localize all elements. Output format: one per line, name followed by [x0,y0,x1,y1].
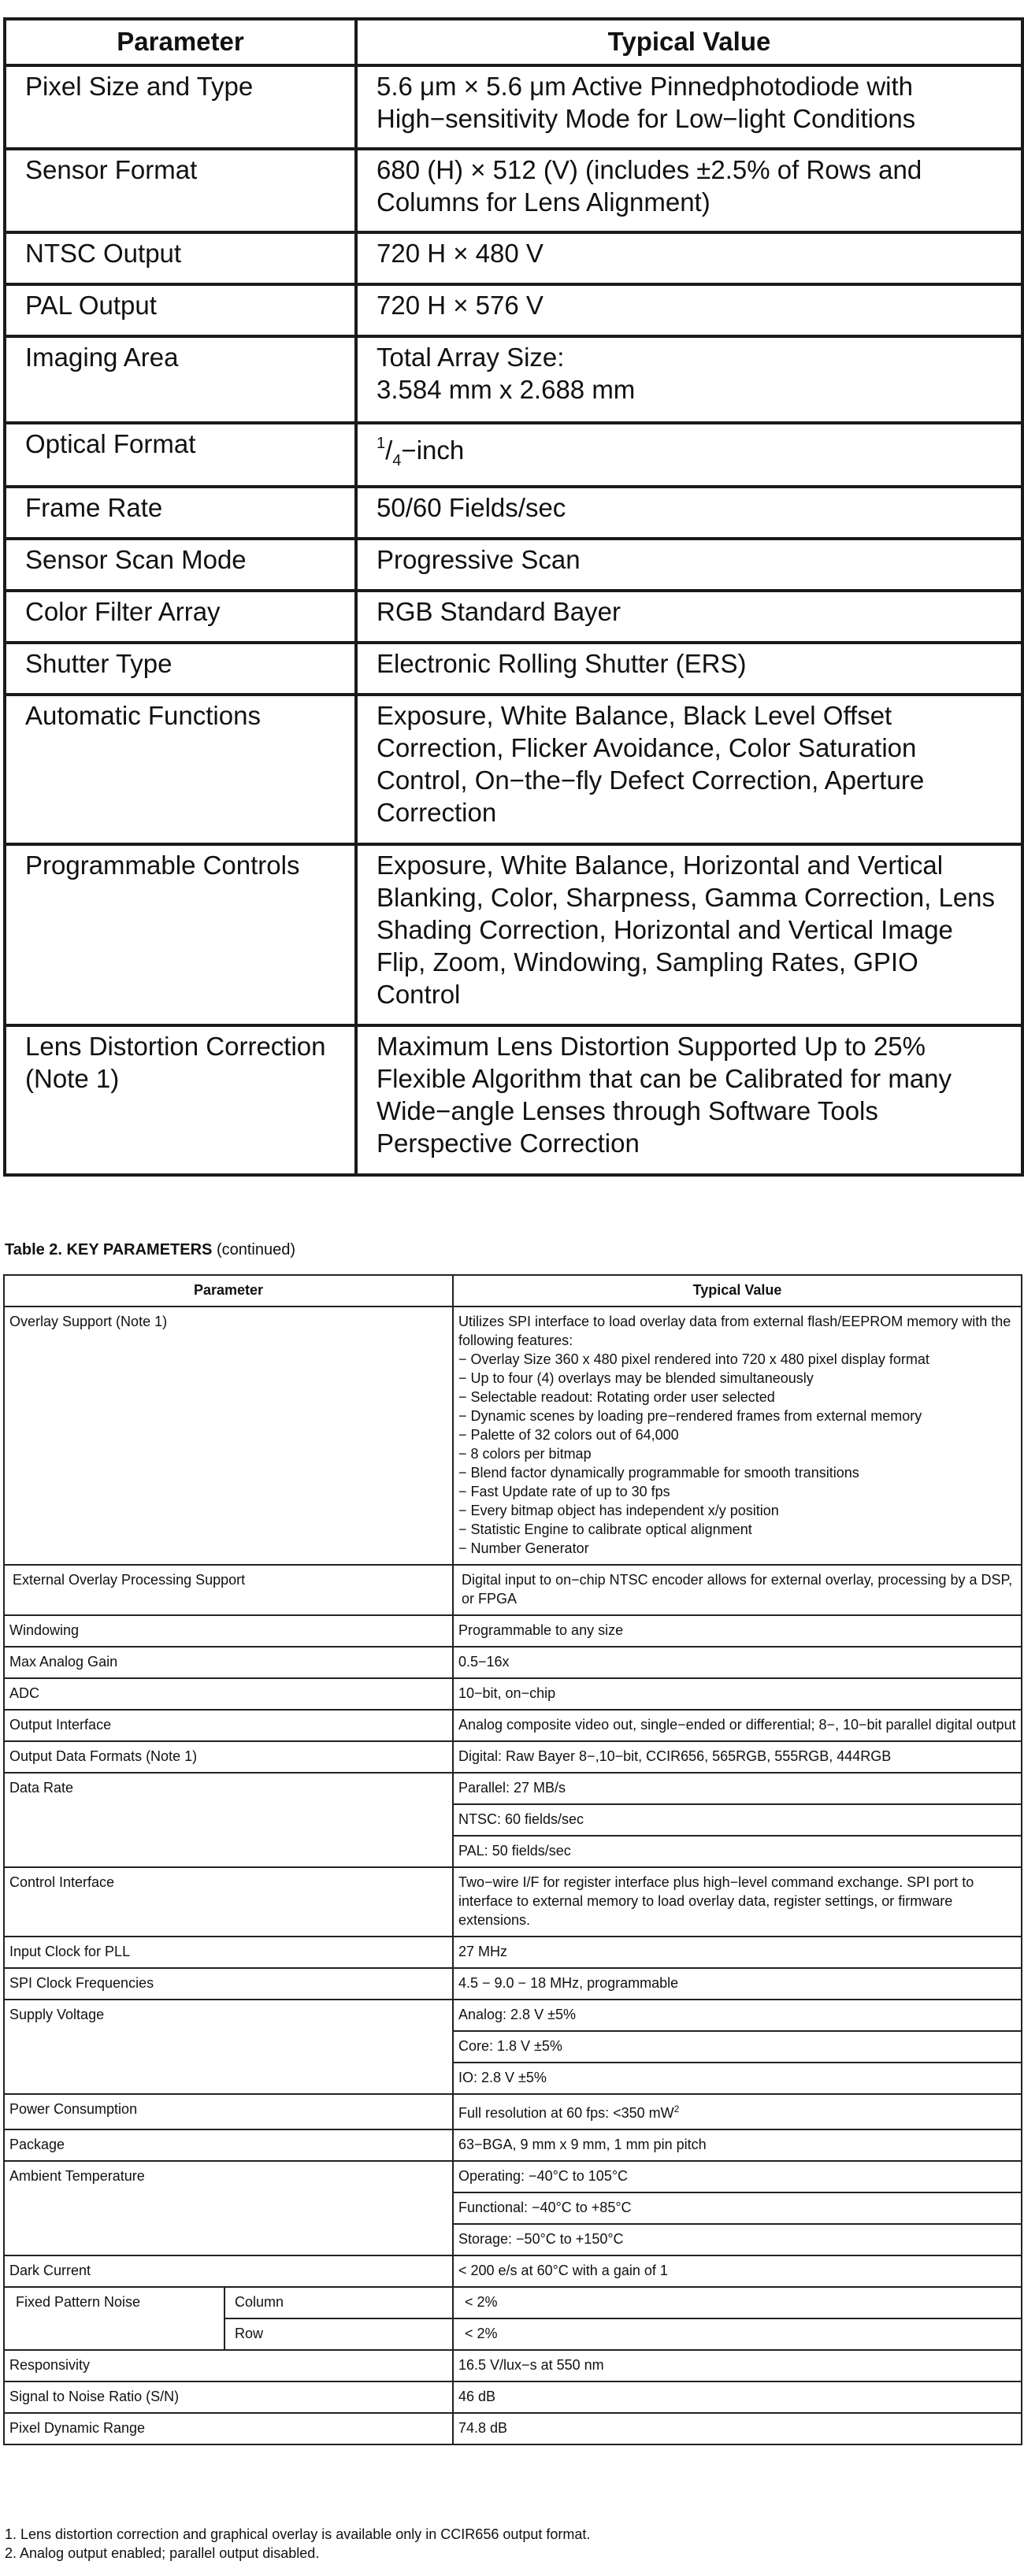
fraction-denominator: 4 [392,452,402,469]
param-cell: Control Interface [4,1867,453,1937]
table-row [4,1307,1022,1565]
value-cell: Exposure, White Balance, Horizontal and Vertical Blanking, Color, Sharpness, Gamma Correction, Lens Shading Correction, Horizontal and Vertical Image Flip, Zoom, Windowing, Sampling Rates, GPIO Control [356,844,1022,1025]
param-cell: Shutter Type [5,643,356,695]
table-row [4,2161,1022,2192]
param-cell: Automatic Functions [5,695,356,844]
value-cell: < 2% [453,2318,1022,2350]
value-cell [356,336,1022,423]
feature-item: − 8 colors per bitmap [458,1446,592,1462]
param-cell: Lens Distortion Correction (Note 1) [5,1025,356,1175]
value-cell: Exposure, White Balance, Black Level Offset Correction, Flicker Avoidance, Color Saturation Control, On−the−fly Defect Correction, Aperture Correction [356,695,1022,844]
value-cell: Two−wire I/F for register interface plus high−level command exchange. SPI port to interface to external memory to load overlay data, register settings, or firmware extensions. [453,1867,1022,1937]
value-cell: < 2% [453,2287,1022,2318]
value-cell: Progressive Scan [356,539,1022,591]
param-cell: Pixel Dynamic Range [4,2413,453,2444]
value-line: Total Array Size: [377,343,565,372]
param-cell: PAL Output [5,284,356,336]
parameters-table [3,17,1024,1177]
table-row [4,1647,1022,1678]
table-row [5,149,1022,232]
value-cell: PAL: 50 fields/sec [453,1836,1022,1867]
table-row [4,2129,1022,2161]
table-row [4,1710,1022,1741]
value-cell: IO: 2.8 V ±5% [453,2063,1022,2094]
footnote: 1. Lens distortion correction and graphical overlay is available only in CCIR656 output format. [5,2526,591,2542]
table-header-row [4,1275,1022,1307]
value-cell: 0.5−16x [453,1647,1022,1678]
value-cell: Maximum Lens Distortion Supported Up to 25% Flexible Algorithm that can be Calibrated for many Wide−angle Lenses through Software Tools Perspective Correction [356,1025,1022,1175]
table-row [4,1968,1022,2000]
value-cell: $^1/_4-inch$ [356,423,1022,487]
value-cell: 720 H × 480 V [356,232,1022,284]
value-cell: Analog composite video out, single−ended or differential; 8−, 10−bit parallel digital output [453,1710,1022,1741]
value-cell: 46 dB [453,2381,1022,2413]
table-row [4,2381,1022,2413]
param-cell: Output Interface [4,1710,453,1741]
value-cell: Parallel: 27 MB/s [453,1773,1022,1804]
value-cell: Operating: −40°C to 105°C [453,2161,1022,2192]
feature-item: − Fast Update rate of up to 30 fps [458,1484,670,1499]
table-row [4,1565,1022,1615]
value-cell: Digital input to on−chip NTSC encoder allows for external overlay, processing by a DSP, or FPGA [453,1565,1022,1615]
param-cell: Programmable Controls [5,844,356,1025]
value-cell: 720 H × 576 V [356,284,1022,336]
footnote: 2. Analog output enabled; parallel output disabled. [5,2545,320,2561]
column-header-parameter: Parameter [5,19,356,65]
table-row [4,2350,1022,2381]
table-row [4,1937,1022,1968]
value-cell: RGB Standard Bayer [356,591,1022,643]
table-row [4,2413,1022,2444]
table-row [5,284,1022,336]
param-cell: Pixel Size and Type [5,65,356,149]
param-cell: Frame Rate [5,487,356,539]
subparam-cell: Column [224,2287,453,2318]
feature-item: − Statistic Engine to calibrate optical alignment [458,1522,752,1537]
table-row [4,1615,1022,1647]
table-row [5,65,1022,149]
table-row [4,1678,1022,1710]
feature-item: − Number Generator [458,1540,589,1556]
table-row [5,232,1022,284]
table-row [4,2287,1022,2318]
table-row [4,1867,1022,1937]
key-parameters-table [3,1274,1022,2445]
param-cell: Output Data Formats (Note 1) [4,1741,453,1773]
param-cell: Color Filter Array [5,591,356,643]
value-cell: < 200 e/s at 60°C with a gain of 1 [453,2255,1022,2287]
overlay-intro: Utilizes SPI interface to load overlay data from external flash/EEPROM memory with the following features: [458,1314,1011,1348]
fraction-numerator: 1 [377,435,386,452]
param-cell: Responsivity [4,2350,453,2381]
table-row [4,2255,1022,2287]
param-cell: Max Analog Gain [4,1647,453,1678]
subparam-cell: Row [224,2318,453,2350]
param-cell: Dark Current [4,2255,453,2287]
param-cell: ADC [4,1678,453,1710]
param-cell: Signal to Noise Ratio (S/N) [4,2381,453,2413]
feature-item: − Up to four (4) overlays may be blended simultaneously [458,1370,814,1386]
feature-item: − Palette of 32 colors out of 64,000 [458,1427,679,1443]
table-caption-title: Table 2. KEY PARAMETERS [5,1241,213,1258]
value-cell: Electronic Rolling Shutter (ERS) [356,643,1022,695]
column-header-value: Typical Value [356,19,1022,65]
feature-item: − Blend factor dynamically programmable for smooth transitions [458,1465,859,1481]
param-cell: SPI Clock Frequencies [4,1968,453,2000]
value-cell: 74.8 dB [453,2413,1022,2444]
table-row [4,1773,1022,1804]
param-cell: Windowing [4,1615,453,1647]
param-cell: Optical Format [5,423,356,487]
table-row [5,539,1022,591]
value-cell: NTSC: 60 fields/sec [453,1804,1022,1836]
table-row [5,423,1022,487]
table-row [5,1025,1022,1175]
table-row [4,1741,1022,1773]
feature-item: − Overlay Size 360 x 480 pixel rendered into 720 x 480 pixel display format [458,1351,929,1367]
table-caption [5,1240,295,1260]
table-header-row [5,19,1022,65]
footnotes [5,2525,1013,2563]
value-cell: 63−BGA, 9 mm x 9 mm, 1 mm pin pitch [453,2129,1022,2161]
feature-item: − Dynamic scenes by loading pre−rendered frames from external memory [458,1408,922,1424]
param-cell: Sensor Format [5,149,356,232]
table-caption-suffix: (continued) [212,1241,296,1258]
value-cell: 680 (H) × 512 (V) (includes ±2.5% of Rows and Columns for Lens Alignment) [356,149,1022,232]
param-cell: NTSC Output [5,232,356,284]
value-cell: 10−bit, on−chip [453,1678,1022,1710]
value-cell: 16.5 V/lux−s at 550 nm [453,2350,1022,2381]
param-cell: Imaging Area [5,336,356,423]
feature-item: − Every bitmap object has independent x/y position [458,1503,779,1518]
value-cell: 27 MHz [453,1937,1022,1968]
param-cell: Input Clock for PLL [4,1937,453,1968]
footnote-ref: 2 [673,2103,680,2115]
column-header-value: Typical Value [453,1275,1022,1307]
table-row [5,487,1022,539]
power-value: Full resolution at 60 fps: <350 mW [458,2105,674,2121]
column-header-parameter: Parameter [4,1275,453,1307]
value-cell: Storage: −50°C to +150°C [453,2224,1022,2255]
table-row [5,844,1022,1025]
table-row [5,336,1022,423]
value-cell: Analog: 2.8 V ±5% [453,2000,1022,2031]
value-cell: Core: 1.8 V ±5% [453,2031,1022,2063]
param-cell: Power Consumption [4,2094,453,2129]
param-cell: Overlay Support (Note 1) [4,1307,453,1565]
param-cell: Ambient Temperature [4,2161,453,2255]
table-row [5,591,1022,643]
value-cell [453,1307,1022,1565]
table-row [5,643,1022,695]
param-cell: Data Rate [4,1773,453,1867]
value-line: 3.584 mm x 2.688 mm [377,375,636,404]
value-cell: 50/60 Fields/sec [356,487,1022,539]
value-cell [453,2094,1022,2129]
value-cell: 5.6 μm × 5.6 μm Active Pinnedphotodiode with High−sensitivity Mode for Low−light Conditions [356,65,1022,149]
value-cell: Digital: Raw Bayer 8−,10−bit, CCIR656, 565RGB, 555RGB, 444RGB [453,1741,1022,1773]
param-cell: Package [4,2129,453,2161]
table-row [4,2000,1022,2031]
value-suffix: −inch [401,436,465,465]
value-cell: Programmable to any size [453,1615,1022,1647]
feature-item: − Selectable readout: Rotating order user selected [458,1389,775,1405]
param-cell: Fixed Pattern Noise [4,2287,224,2350]
param-cell: Supply Voltage [4,2000,453,2094]
table-row [4,2094,1022,2129]
param-cell: Sensor Scan Mode [5,539,356,591]
value-cell: Functional: −40°C to +85°C [453,2192,1022,2224]
table-row [5,695,1022,844]
value-cell: 4.5 − 9.0 − 18 MHz, programmable [453,1968,1022,2000]
param-cell: External Overlay Processing Support [4,1565,453,1615]
